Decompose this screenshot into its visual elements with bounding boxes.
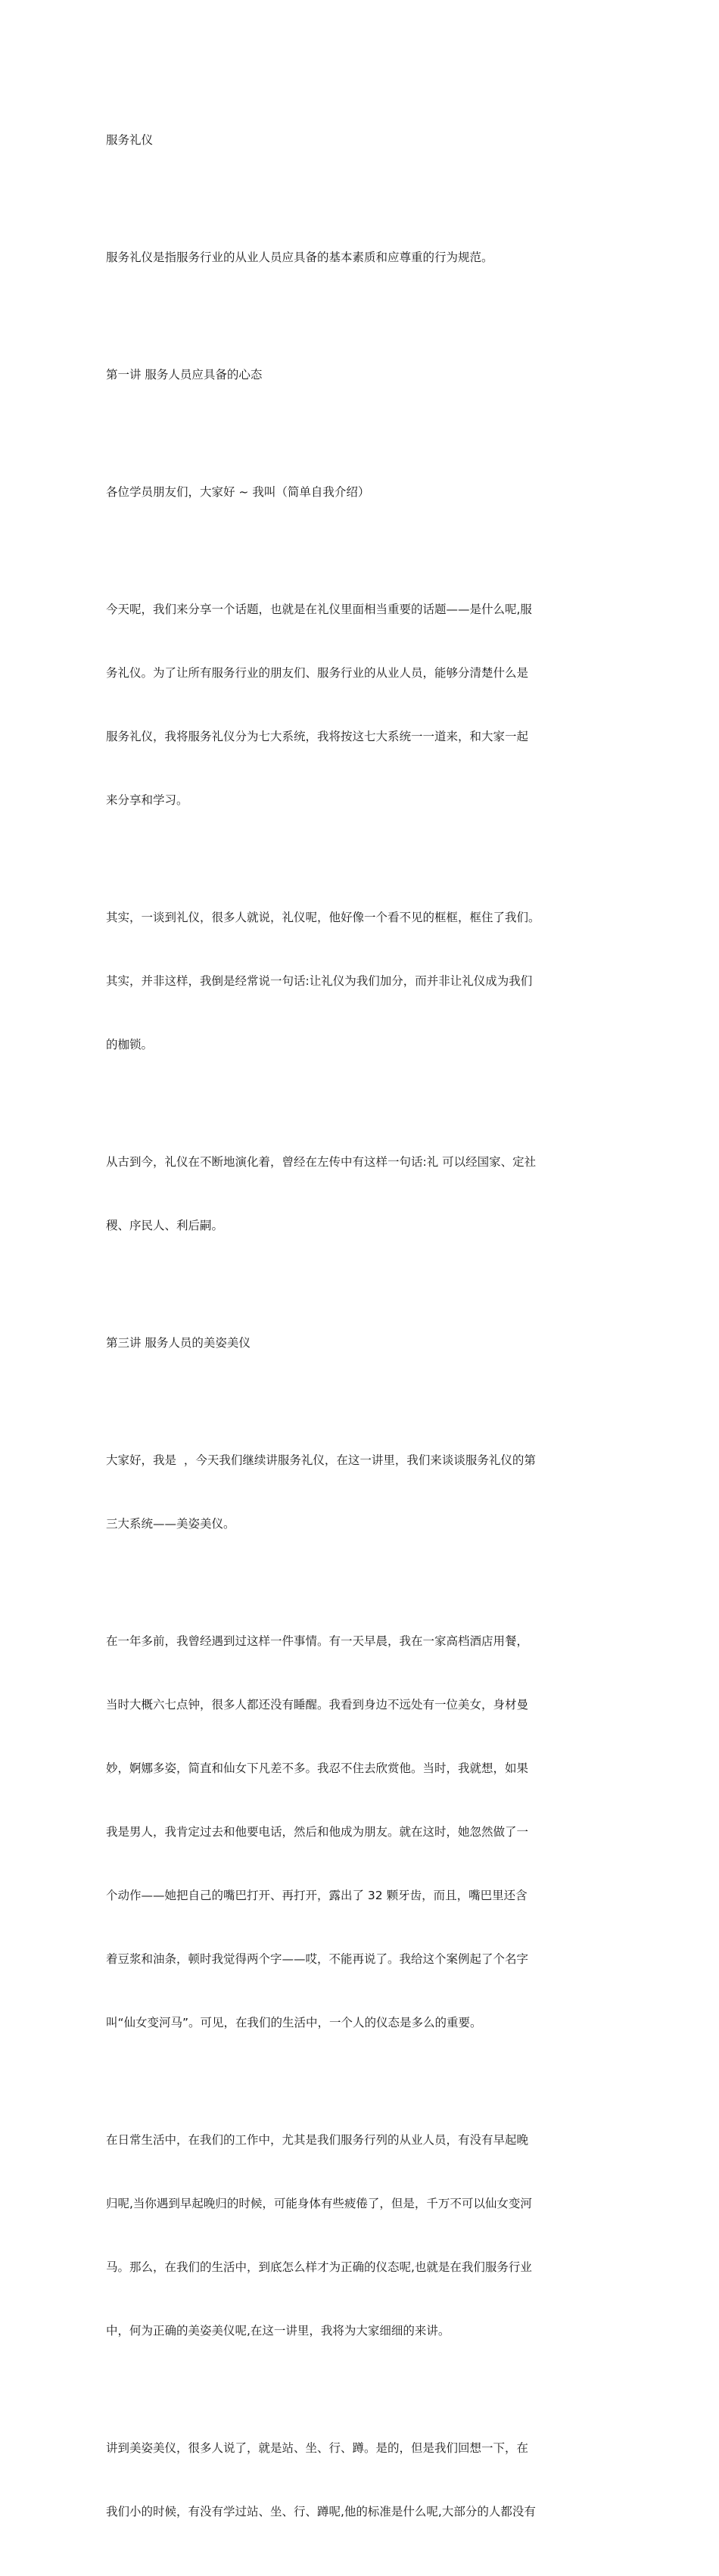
body-paragraph	[106, 2087, 617, 2384]
text-line: 中，何为正确的美姿美仪呢,在这一讲里，我将为大家细细的来讲。	[106, 2324, 450, 2338]
text-line: 在一年多前，我曾经遇到过这样一件事情。有一天早晨，我在一家高档酒店用餐，	[106, 1634, 529, 1648]
document-page	[106, 87, 617, 2576]
text-line: 讲到美姿美仪，很多人说了，就是站、坐、行、蹲。是的，但是我们回想一下，在	[106, 2441, 529, 2455]
text-line: 我们小的时候，有没有学过站、坐、行、蹲呢,他的标准是什么呢,大部分的人都没有	[106, 2505, 536, 2518]
intro-paragraph	[106, 556, 617, 853]
text-line: 其实，并非这样，我倒是经常说一句话:让礼仪为我们加分，而并非让礼仪成为我们	[106, 974, 533, 988]
section-heading-3	[106, 1290, 617, 1396]
text-line: 第三讲 服务人员的美姿美仪	[106, 1336, 251, 1350]
text-line: 当时大概六七点钟，很多人都还没有睡醒。我看到身边不远处有一位美女，身材曼	[106, 1698, 529, 1712]
greeting-paragraph	[106, 439, 617, 545]
text-line: 归呢,当你遇到早起晚归的时候，可能身体有些疲倦了，但是，千万不可以仙女变河	[106, 2197, 532, 2210]
text-line: 今天呢，我们来分享一个话题，也就是在礼仪里面相当重要的话题——是什么呢,服	[106, 603, 532, 616]
body-paragraph	[106, 1407, 617, 1577]
text-line: 马。那么，在我们的生活中，到底怎么样才为正确的仪态呢,也就是在我们服务行业	[106, 2260, 532, 2274]
text-line: 个动作——她把自己的嘴巴打开、再打开，露出了 32 颗牙齿，而且，嘴巴里还含	[106, 1889, 528, 1902]
text-line: 大家好，我是 ，今天我们继续讲服务礼仪，在这一讲里，我们来谈谈服务礼仪的第	[106, 1453, 536, 1467]
body-paragraph	[106, 1109, 617, 1279]
text-line: 各位学员朋友们，大家好 ~ 我叫（简单自我介绍）	[106, 485, 370, 499]
text-line: 来分享和学习。	[106, 793, 188, 807]
text-line: 从古到今，礼仪在不断地演化着，曾经在左传中有这样一句话:礼 可以经国家、定社	[106, 1155, 537, 1169]
text-line: 我是男人，我肯定过去和他要电话，然后和他成为朋友。就在这时，她忽然做了一	[106, 1825, 529, 1839]
text-line: 务礼仪。为了让所有服务行业的朋友们、服务行业的从业人员，能够分清楚什么是	[106, 666, 529, 680]
text-line: 服务礼仪	[106, 133, 154, 147]
doc-title	[106, 87, 617, 193]
text-line: 叫“仙女变河马”。可见，在我们的生活中，一个人的仪态是多么的重要。	[106, 2016, 482, 2029]
text-line: 妙，婀娜多姿，简直和仙女下凡差不多。我忍不住去欣赏他。当时，我就想，如果	[106, 1761, 529, 1775]
text-line: 其实，一谈到礼仪，很多人就说，礼仪呢，他好像一个看不见的框框，框住了我们。	[106, 911, 540, 924]
text-line: 第一讲 服务人员应具备的心态	[106, 368, 263, 382]
body-paragraph	[106, 864, 617, 1098]
text-line: 在日常生活中，在我们的工作中，尤其是我们服务行列的从业人员，有没有早起晚	[106, 2133, 529, 2147]
text-line: 稷、序民人、利后嗣。	[106, 1219, 224, 1232]
text-line: 服务礼仪是指服务行业的从业人员应具备的基本素质和应尊重的行为规范。	[106, 251, 493, 264]
text-line: 服务礼仪，我将服务礼仪分为七大系统，我将按这七大系统一一道来，和大家一起	[106, 730, 529, 743]
section-heading-1	[106, 322, 617, 428]
text-line: 的枷锁。	[106, 1038, 154, 1051]
text-line: 着豆浆和油条，顿时我觉得两个字——哎，不能再说了。我给这个案例起了个名字	[106, 1952, 529, 1966]
text-line: 三大系统——美姿美仪。	[106, 1517, 235, 1531]
story-paragraph	[106, 1588, 617, 2076]
definition-paragraph	[106, 204, 617, 310]
body-paragraph	[106, 2395, 617, 2565]
